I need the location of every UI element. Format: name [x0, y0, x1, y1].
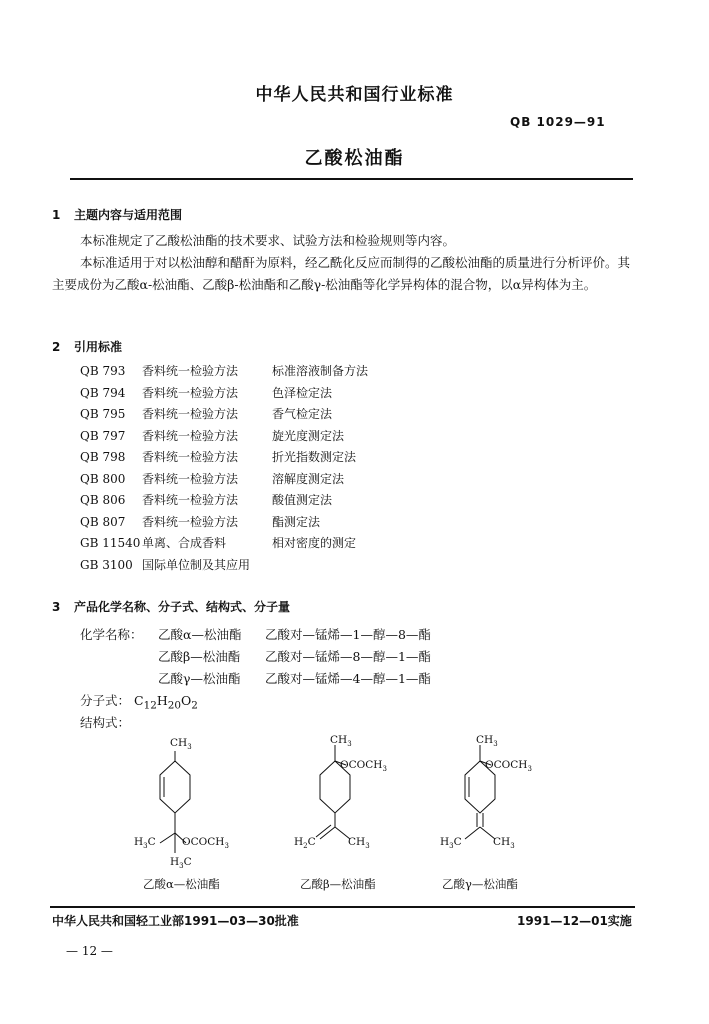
- reference-subtitle: 相对密度的测定: [272, 536, 357, 550]
- reference-title: 香料统一检验方法: [142, 364, 239, 378]
- reference-code: GB 11540: [80, 536, 141, 550]
- reference-code: QB 794: [80, 385, 126, 400]
- reference-code: GB 3100: [80, 557, 133, 572]
- standard-title: 中华人民共和国行业标准: [255, 85, 454, 105]
- alpha-left-group: $H_3C$: [134, 836, 156, 850]
- beta-left-group: $H_2C$: [294, 836, 316, 850]
- reference-row: [80, 534, 356, 556]
- beta-sub-group: $OCOCH_3$: [340, 759, 387, 773]
- gamma-sub-group: $OCOCH_3$: [485, 759, 532, 773]
- gamma-top-group: $CH_3$: [476, 735, 498, 748]
- section2-number: 2: [52, 340, 61, 354]
- reference-subtitle: 溶解度测定法: [272, 471, 345, 486]
- footer-rule: [50, 906, 635, 908]
- beta-right-group: $CH_3$: [348, 836, 370, 850]
- structure-beta-label: 乙酸β—松油酯: [300, 877, 376, 891]
- structure-label: 结构式：: [80, 715, 131, 730]
- section1-heading: [52, 206, 182, 223]
- section1-para2: 本标准适用于对以松油醇和醋酐为原料，经乙酰化反应而制得的乙酸松油酯的质量进行分析评价。其主要成份为乙酸α-松油酯、乙酸β-松油酯和乙酸γ-松油酯等化学异构体的混合物，以α异构体为主。: [52, 255, 631, 292]
- structure-gamma-label: 乙酸γ—松油酯: [442, 877, 518, 891]
- reference-subtitle: 酸值测定法: [272, 493, 333, 507]
- chem-name-alpha: 乙酸α—松油酯: [158, 627, 242, 642]
- standard-code: QB 1029—91: [510, 115, 606, 129]
- reference-title: 国际单位制及其应用: [142, 557, 251, 572]
- reference-code: QB 795: [80, 407, 126, 421]
- chem-systematic-beta: 乙酸对—锰烯—8—醇—1—酯: [265, 649, 431, 664]
- section3-number: 3: [52, 600, 61, 614]
- chem-systematic-gamma: 乙酸对—锰烯—4—醇—1—酯: [265, 671, 431, 686]
- reference-row: [80, 427, 344, 449]
- reference-code: QB 798: [80, 450, 126, 464]
- section2-title: 引用标准: [74, 340, 123, 354]
- reference-subtitle: 旋光度测定法: [272, 428, 345, 443]
- section2-heading: [52, 338, 122, 355]
- section3-title: 产品化学名称、分子式、结构式、分子量: [74, 600, 291, 614]
- reference-row: [80, 448, 356, 470]
- document-name: 乙酸松油酯: [304, 148, 405, 169]
- chem-names-label: 化学名称：: [80, 627, 143, 642]
- effective-date: 1991—12—01实施: [517, 914, 632, 928]
- alpha-top-group: $CH_3$: [170, 737, 192, 751]
- reference-title: 香料统一检验方法: [142, 450, 239, 464]
- section3-heading: [52, 598, 290, 615]
- reference-title: 香料统一检验方法: [142, 514, 239, 529]
- structural-formulas: [120, 735, 600, 895]
- beta-top-group: $CH_3$: [330, 735, 352, 748]
- reference-subtitle: 色泽检定法: [272, 385, 333, 400]
- reference-subtitle: 香气检定法: [272, 407, 333, 421]
- reference-subtitle: 折光指数测定法: [272, 450, 357, 464]
- gamma-right-group: $CH_3$: [493, 836, 515, 850]
- reference-code: QB 797: [80, 428, 126, 443]
- gamma-left-group: $H_3C$: [440, 836, 462, 850]
- reference-row: [80, 556, 272, 578]
- formula-label: 分子式：: [80, 693, 131, 708]
- reference-title: 香料统一检验方法: [142, 428, 239, 443]
- reference-code: QB 793: [80, 364, 126, 378]
- reference-code: QB 800: [80, 471, 126, 486]
- reference-title: 香料统一检验方法: [142, 493, 239, 507]
- header-rule: [70, 178, 633, 180]
- reference-row: [80, 405, 332, 427]
- reference-subtitle: 酯测定法: [272, 514, 321, 529]
- reference-subtitle: 标准溶液制备方法: [272, 364, 369, 378]
- reference-title: 香料统一检验方法: [142, 471, 239, 486]
- reference-title: 香料统一检验方法: [142, 385, 239, 400]
- molecular-formula: 分子式： $C_{12}H_{20}O_2$: [80, 693, 198, 712]
- section1-title: 主题内容与适用范围: [74, 208, 183, 222]
- reference-row: [80, 470, 344, 492]
- alpha-sub-group: $OCOCH_3$: [182, 836, 229, 850]
- reference-title: 香料统一检验方法: [142, 407, 239, 421]
- page-number: — 12 —: [66, 944, 113, 958]
- chem-systematic-alpha: 乙酸对—锰烯—1—醇—8—酯: [265, 627, 431, 642]
- reference-title: 单离、合成香料: [142, 536, 227, 550]
- alpha-bottom-group: $H_3C$: [170, 856, 192, 870]
- reference-row: [80, 513, 320, 535]
- issued-date: 中华人民共和国轻工业部1991—03—30批准: [52, 914, 299, 928]
- section1-number: 1: [52, 208, 61, 222]
- reference-row: [80, 384, 332, 406]
- reference-code: QB 806: [80, 493, 126, 507]
- section1-para1: 本标准规定了乙酸松油酯的技术要求、试验方法和检验规则等内容。: [80, 233, 456, 248]
- reference-row: [80, 362, 368, 384]
- structure-alpha-label: 乙酸α—松油酯: [143, 877, 220, 891]
- chem-name-beta: 乙酸β—松油酯: [158, 649, 241, 664]
- reference-row: [80, 491, 332, 513]
- chem-name-gamma: 乙酸γ—松油酯: [158, 671, 241, 686]
- reference-code: QB 807: [80, 514, 126, 529]
